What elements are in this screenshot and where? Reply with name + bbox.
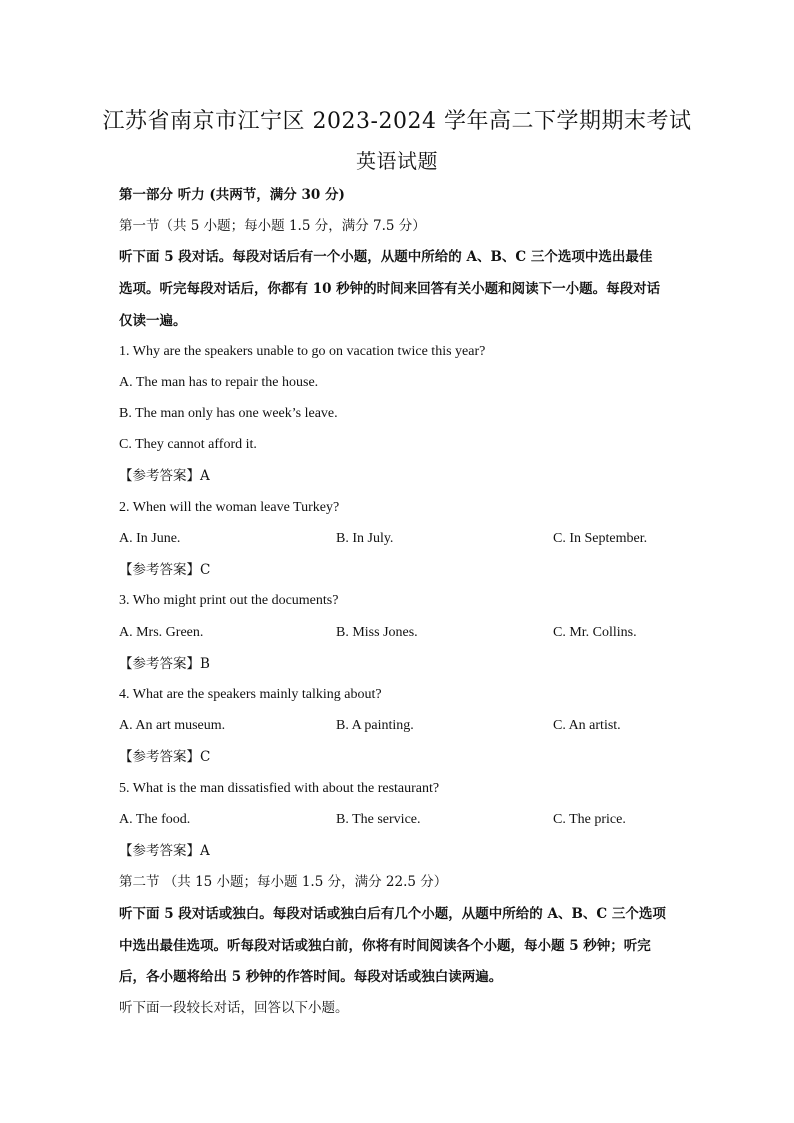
section-heading: 第一节（共 5 小题；每小题 1.5 分，满分 7.5 分）	[119, 218, 426, 234]
instruction-line: 中选出最佳选项。听每段对话或独白前，你将有时间阅读各个小题，每小题 5 秒钟；听完	[119, 938, 651, 954]
question-text: 4. What are the speakers mainly talking about?	[119, 687, 382, 702]
question-text: 2. When will the woman leave Turkey?	[119, 500, 340, 515]
option-a: A. The man has to repair the house.	[119, 375, 319, 390]
option-b: B. In July.	[336, 531, 394, 546]
answer-key: 【参考答案】C	[119, 749, 211, 765]
option-c: C. In September.	[553, 531, 648, 546]
option-a: A. The food.	[119, 812, 191, 827]
section-heading: 第二节 （共 15 小题；每小题 1.5 分，满分 22.5 分）	[119, 874, 448, 890]
option-c: C. An artist.	[553, 718, 621, 733]
option-a: A. Mrs. Green.	[119, 625, 204, 640]
answer-key: 【参考答案】B	[119, 656, 210, 672]
answer-key: 【参考答案】C	[119, 562, 211, 578]
page-title: 江苏省南京市江宁区 2023-2024 学年高二下学期期末考试	[102, 109, 692, 134]
option-b: B. The service.	[336, 812, 421, 827]
option-a: A. In June.	[119, 531, 181, 546]
page-subtitle: 英语试题	[356, 149, 438, 173]
instruction-line: 听下面 5 段对话。每段对话后有一个小题，从题中所给的 A、B、C 三个选项中选出最佳	[119, 249, 653, 265]
option-b: B. A painting.	[336, 718, 414, 733]
option-c: C. The price.	[553, 812, 626, 827]
answer-key: 【参考答案】A	[119, 468, 210, 484]
option-c: C. They cannot afford it.	[119, 437, 257, 452]
listening-prompt: 听下面一段较长对话，回答以下小题。	[119, 1000, 349, 1016]
answer-key: 【参考答案】A	[119, 843, 210, 859]
instruction-line: 后，各小题将给出 5 秒钟的作答时间。每段对话或独白读两遍。	[119, 969, 503, 985]
instruction-line: 仅读一遍。	[119, 313, 187, 329]
instruction-line: 听下面 5 段对话或独白。每段对话或独白后有几个小题，从题中所给的 A、B、C 三个选项	[119, 906, 666, 922]
option-b: B. Miss Jones.	[336, 625, 418, 640]
option-b: B. The man only has one week’s leave.	[119, 406, 338, 421]
option-c: C. Mr. Collins.	[553, 625, 637, 640]
option-a: A. An art museum.	[119, 718, 226, 733]
question-text: 5. What is the man dissatisfied with about the restaurant?	[119, 781, 440, 796]
question-text: 1. Why are the speakers unable to go on vacation twice this year?	[119, 344, 486, 359]
instruction-line: 选项。听完每段对话后，你都有 10 秒钟的时间来回答有关小题和阅读下一小题。每段对话	[119, 281, 661, 297]
question-text: 3. Who might print out the documents?	[119, 593, 339, 608]
part-heading: 第一部分 听力 (共两节，满分 30 分)	[119, 187, 345, 203]
